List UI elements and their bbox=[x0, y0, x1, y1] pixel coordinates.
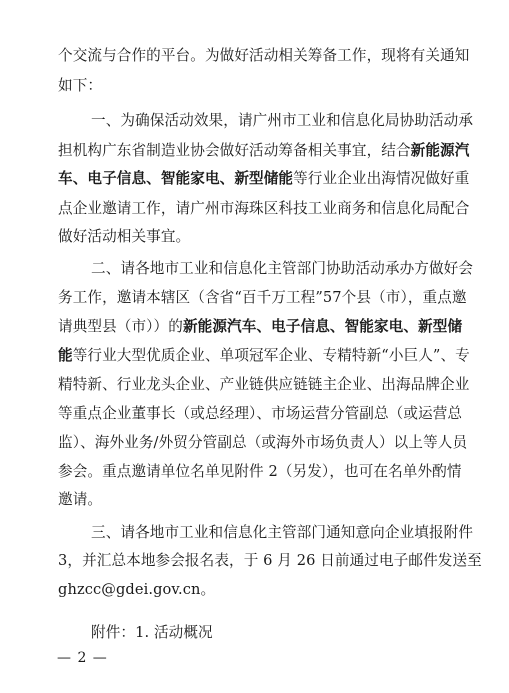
item3-line-2: 3，并汇总本地参会报名表，于 6 月 26 日前通过电子邮件发送至 bbox=[58, 552, 482, 569]
item2-line-4 bbox=[58, 346, 470, 366]
item2-text: 请典型县（市））的 bbox=[58, 318, 183, 335]
item2-line-1: 二、请各地市工业和信息化主管部门协助活动承办方做好会 bbox=[91, 260, 474, 277]
item1-line-5: 做好活动相关事宜。 bbox=[58, 228, 191, 245]
page-number: — 2 — bbox=[57, 650, 108, 666]
attachment-line: 附件：1. 活动概况 bbox=[91, 624, 213, 641]
item1-line-1: 一、为确保活动效果，请广州市工业和信息化局协助活动承 bbox=[91, 112, 474, 129]
item2-line-9: 邀请。 bbox=[58, 491, 103, 508]
item2-line-6: 等重点企业董事长（或总经理）、市场运营分管副总（或运营总 bbox=[58, 405, 463, 422]
item3-line-1: 三、请各地市工业和信息化主管部门通知意向企业填报附件 bbox=[91, 524, 474, 541]
item2-line-8: 参会。重点邀请单位名单见附件 2（另发），也可在名单外酌情 bbox=[58, 463, 462, 480]
item2-line-7: 监）、海外业务/外贸分管副总（或海外市场负责人）以上等人员 bbox=[58, 434, 468, 451]
item2-text: 等行业大型优质企业、单项冠军企业、专精特新“小巨人”、专 bbox=[72, 347, 470, 364]
item1-text: 担机构广东省制造业协会做好活动筹备相关事宜，结合 bbox=[58, 142, 411, 159]
intro-line-2: 如下： bbox=[58, 77, 103, 94]
item1-highlight: 新能源汽 bbox=[410, 142, 470, 159]
item1-line-3 bbox=[58, 169, 470, 189]
item2-line-2: 务工作，邀请本辖区（含省“百千万工程”57个县（市），重点邀 bbox=[58, 289, 467, 306]
item1-highlight: 车、电子信息、智能家电、新型储能 bbox=[58, 170, 294, 187]
item1-text: 等行业企业出海情况做好重 bbox=[293, 170, 470, 187]
email-address: ghzcc@gdei.gov.cn。 bbox=[58, 581, 216, 598]
item2-highlight: 新能源汽车、电子信息、智能家电、新型储 bbox=[182, 318, 463, 335]
intro-line-1: 个交流与合作的平台。为做好活动相关筹备工作，现将有关通知 bbox=[58, 47, 470, 64]
item2-highlight: 能 bbox=[58, 347, 73, 364]
item1-line-2 bbox=[58, 141, 470, 161]
item2-line-5: 精特新、行业龙头企业、产业链供应链链主企业、出海品牌企业 bbox=[58, 376, 470, 393]
item1-line-4: 点企业邀请工作，请广州市海珠区科技工业商务和信息化局配合 bbox=[58, 200, 470, 217]
item2-line-3 bbox=[58, 317, 463, 337]
